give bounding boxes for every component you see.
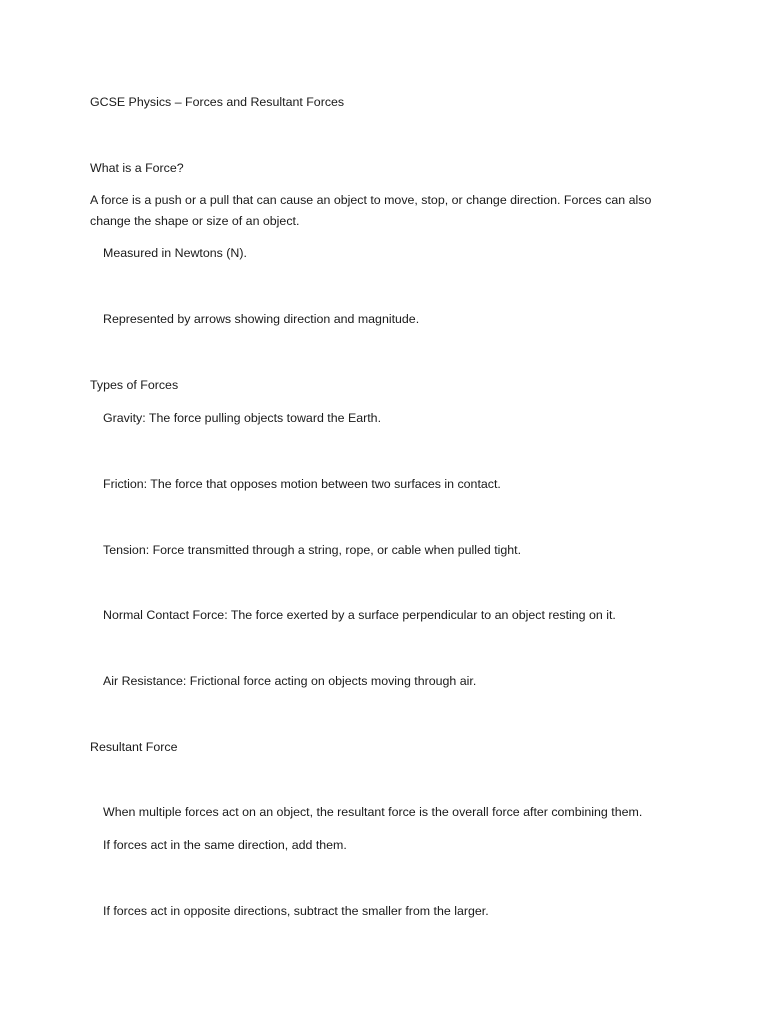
section-heading-types-of-forces: Types of Forces xyxy=(90,378,179,392)
bullet-represented-by-arrows: Represented by arrows showing direction and magnitude. xyxy=(103,312,420,326)
bullet-opposite-directions: If forces act in opposite directions, subtract the smaller from the larger. xyxy=(103,904,489,918)
document-title: GCSE Physics – Forces and Resultant Forces xyxy=(90,95,345,109)
bullet-friction: Friction: The force that opposes motion between two surfaces in contact. xyxy=(103,477,501,491)
force-definition-paragraph: A force is a push or a pull that can cause an object to move, stop, or change direction. Forces can also change the shape or size of an object. xyxy=(90,193,652,228)
section-heading-what-is-a-force: What is a Force? xyxy=(90,161,184,175)
bullet-air-resistance: Air Resistance: Frictional force acting on objects moving through air. xyxy=(103,674,477,688)
section-heading-resultant-force: Resultant Force xyxy=(90,740,178,754)
bullet-measured-in-newtons: Measured in Newtons (N). xyxy=(103,246,247,260)
bullet-same-direction: If forces act in the same direction, add them. xyxy=(103,838,347,852)
bullet-normal-contact-force: Normal Contact Force: The force exerted by a surface perpendicular to an object resting on it. xyxy=(103,608,616,622)
bullet-gravity: Gravity: The force pulling objects toward the Earth. xyxy=(103,411,382,425)
bullet-tension: Tension: Force transmitted through a string, rope, or cable when pulled tight. xyxy=(103,543,522,557)
bullet-resultant-force-definition: When multiple forces act on an object, the resultant force is the overall force after combining them. xyxy=(103,805,643,819)
